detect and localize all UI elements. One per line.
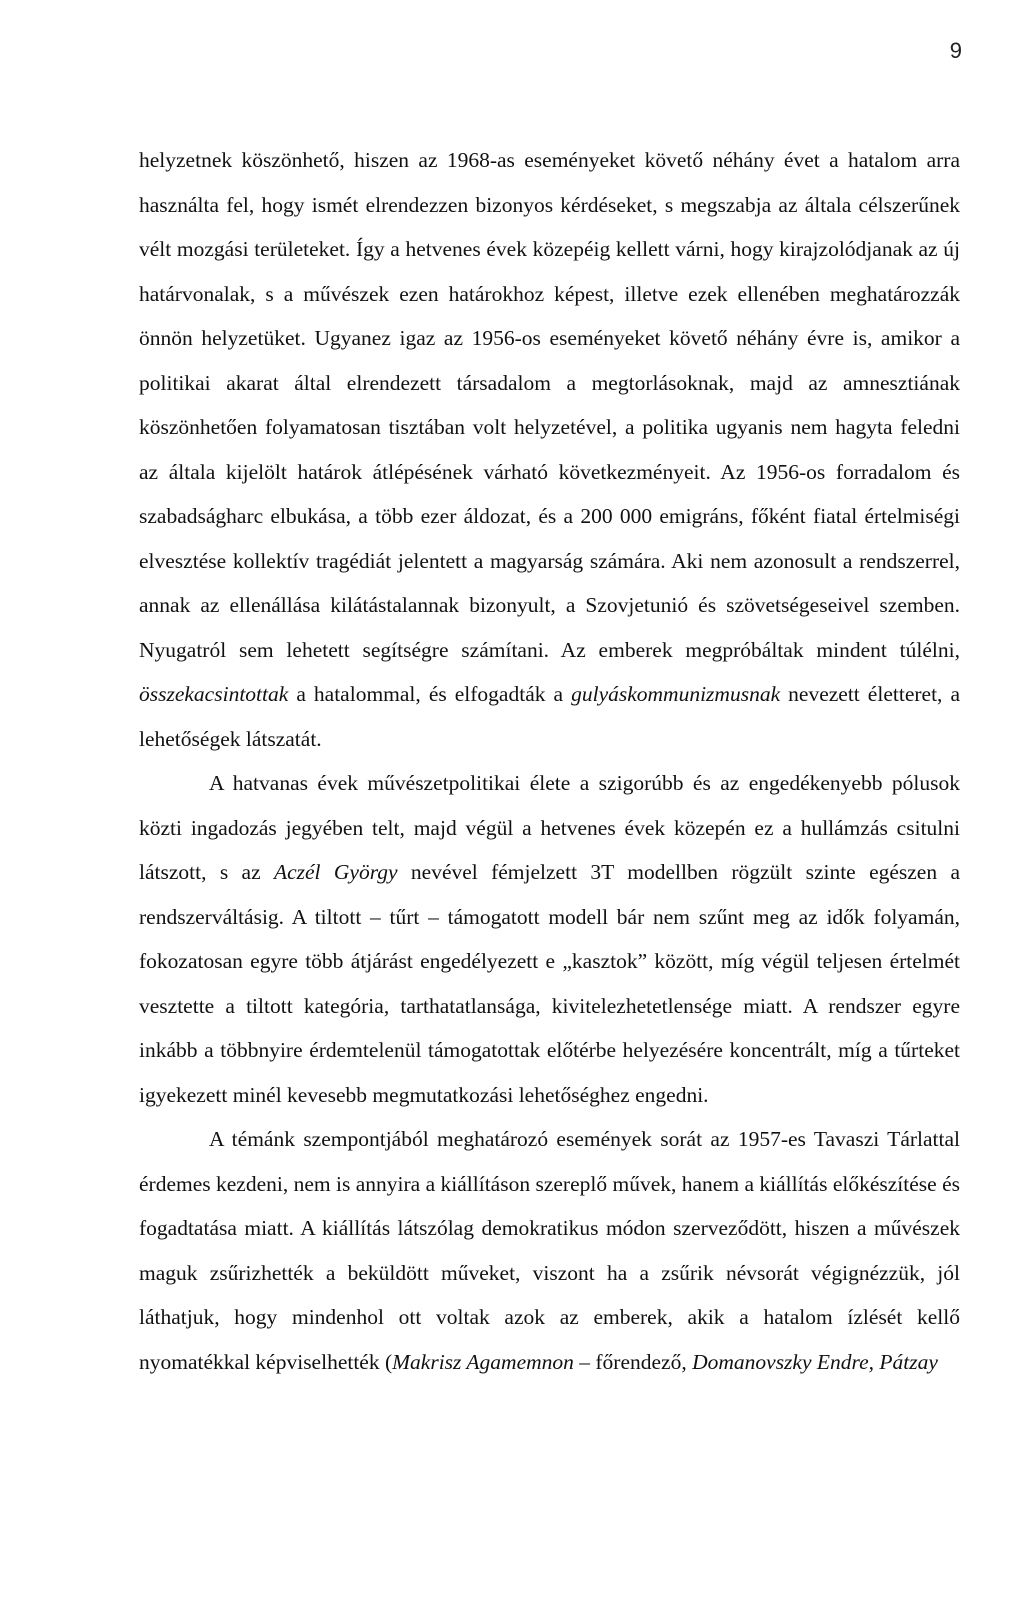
text-segment: – főrendező, [573, 1349, 693, 1374]
page-number: 9 [949, 38, 962, 63]
text-segment: a hatalommal, és elfogadták a [288, 682, 572, 706]
paragraph-3 [139, 1117, 960, 1384]
italic-term: gulyáskommunizmusnak [571, 682, 781, 706]
paragraph-1 [139, 138, 960, 761]
text-segment: nevével fémjelzett 3T modellben rögzült szinte egészen a rendszerváltásig. A tiltott – tűrt – támogatott modell bár nem szűnt meg az idők folyamán, fokozatosan egyre több átjárást engedélyezett e „kasztok” között, míg végül teljesen értelmét vesztette a tiltott kategória, tarthatatlansága, kivitelezhetetlensége miatt. A rendszer egyre inkább a többnyire érdemtelenül támogatottak előtérbe helyezésére koncentrált, míg a tűrteket igyekezett minél kevesebb megmutatkozási lehetőséghez engedni. [139, 860, 960, 1107]
italic-name: Makrisz Agamemnon [392, 1349, 574, 1374]
text-segment: helyzetnek köszönhető, hiszen az 1968-as eseményeket követő néhány évet a hatalom arra használta fel, hogy ismét elrendezzen bizonyos kérdéseket, s megszabja az általa célszerűnek vélt mozgási területeket. Így a hetvenes évek közepéig kellett várni, hogy kirajzolódjanak az új határvonalak, s a művészek ezen határokhoz képest, illetve ezek ellenében meghatározzák önnön helyzetüket. Ugyanez igaz az 1956-os eseményeket követő néhány évre is, amikor a politikai akarat által elrendezett társadalom a megtorlásoknak, majd az amnesztiának köszönhetően folyamatosan tisztában volt helyzetével, a politika ugyanis nem hagyta feledni az általa kijelölt határok átlépésének várható következményeit. Az 1956-os forradalom és szabadságharc elbukása, a több ezer áldozat, és a 200 000 emigráns, főként fiatal értelmiségi elvesztése kollektív tragédiát jelentett a magyarság számára. Aki nem azonosult a rendszerrel, annak az ellenállása kilátástalannak bizonyult, a Szovjetunió és szövetségeseivel szemben. Nyugatról sem lehetett segítségre számítani. Az emberek megpróbáltak mindent túlélni, [139, 148, 960, 662]
paragraph-2 [139, 761, 960, 1117]
italic-name: Aczél György [273, 860, 398, 884]
italic-term: összekacsintottak [139, 682, 289, 706]
body-text [139, 138, 960, 1384]
italic-name: Domanovszky Endre, Pátzay [692, 1349, 938, 1374]
text-segment: nevezett életteret, a lehetőségek látszatát. [139, 682, 960, 751]
text-segment: A hatvanas évek művészetpolitikai élete a szigorúbb és az engedékenyebb pólusok közti ingadozás jegyében telt, majd végül a hetvenes évek közepén ez a hullámzás csitulni látszott, s az [139, 771, 960, 884]
text-segment: A témánk szempontjából meghatározó események sorát az 1957-es Tavaszi Tárlattal érdemes kezdeni, nem is annyira a kiállításon szereplő művek, hanem a kiállítás előkészítése és fogadtatása miatt. A kiállítás látszólag demokratikus módon szerveződött, hiszen a művészek maguk zsűrizhették a beküldött műveket, viszont ha a zsűrik névsorát végignézzük, jól láthatjuk, hogy mindenhol ott voltak azok az emberek, akik a hatalom ízlését kellő nyomatékkal képviselhették ( [139, 1127, 960, 1374]
